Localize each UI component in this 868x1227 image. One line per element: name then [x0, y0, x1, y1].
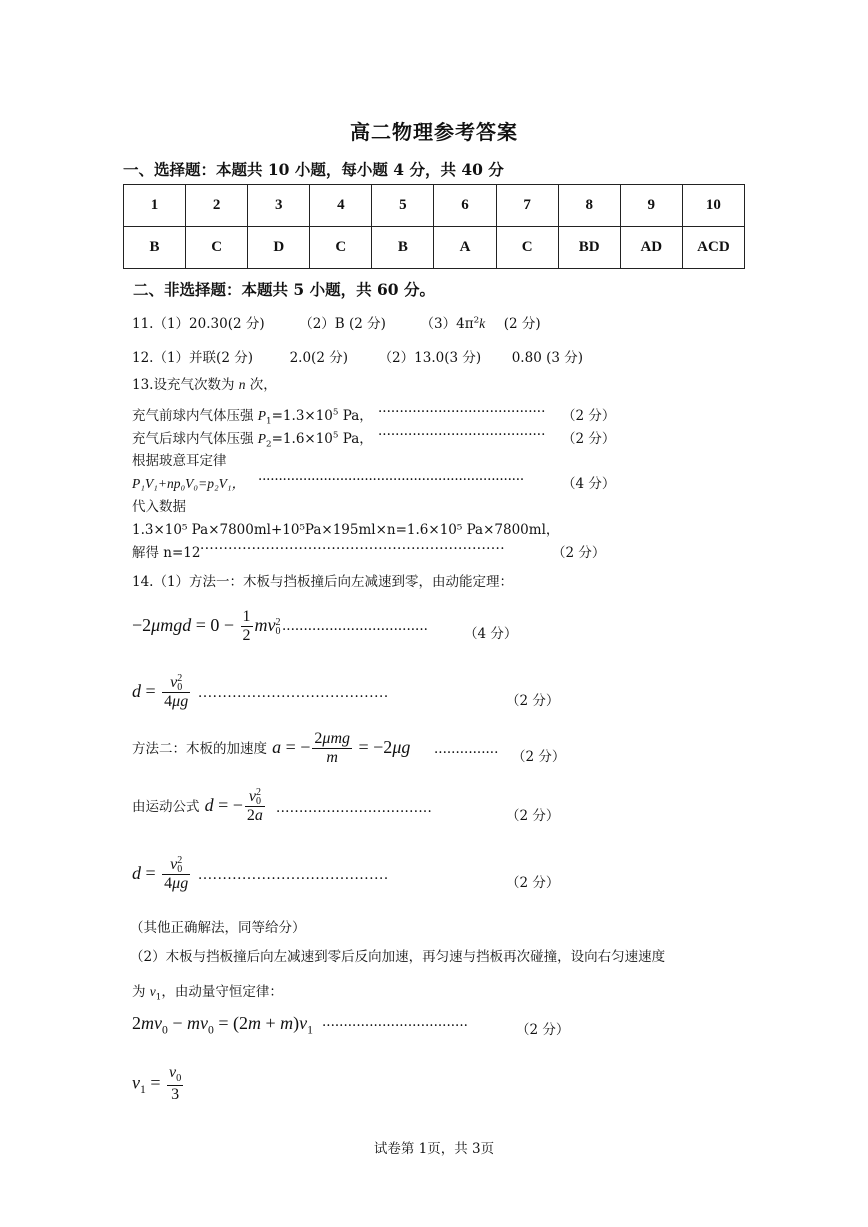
q14-kinematic-label: 由运动公式	[132, 799, 200, 816]
q14-distance-equation-1: d = v 2 0 4μg	[132, 673, 189, 711]
page-footer: 试卷第 1页，共 3页	[373, 1141, 495, 1157]
q13-result-score: （2 分）	[552, 545, 606, 561]
q13-line2-dots: ·······································	[378, 427, 546, 443]
q14-method2-score: （2 分）	[512, 749, 566, 765]
q14-eq3-score: （2 分）	[506, 875, 560, 891]
question-number: 4	[310, 185, 372, 227]
answer-cell: C	[186, 227, 248, 269]
question-number: 8	[558, 185, 620, 227]
question-number: 9	[620, 185, 682, 227]
q13-equation-dots: ·································································	[258, 472, 524, 488]
q13-line1: 充气前球内气体压强 $P_1=1.3\times 10^5$ Pa，	[132, 407, 373, 427]
q14-kinematic-score: （2 分）	[506, 808, 560, 824]
q14-method2-dots: ···············	[434, 745, 499, 761]
question-number: 1	[124, 185, 186, 227]
q14-note: （其他正确解法，同等给分）	[130, 920, 306, 936]
q13-line1-dots: ·······································	[378, 404, 546, 420]
answer-cell: AD	[620, 227, 682, 269]
q13-line2: 充气后球内气体压强 $P_2=1.6\times 10^5$ Pa，	[132, 430, 373, 450]
q14-momentum-dots: ··································	[322, 1018, 468, 1034]
q11-part3-score: (2 分)	[503, 316, 541, 332]
answer-cell: B	[372, 227, 434, 269]
q14-kinematic-line: 由运动公式 d = − v 2 0 2a	[132, 787, 263, 825]
q11-line	[132, 312, 541, 332]
q14-distance-equation-2: d = v 2 0 4μg	[132, 855, 189, 893]
answer-cell: B	[124, 227, 186, 269]
answer-cell: A	[434, 227, 496, 269]
q14-eq2-dots: ·······································	[198, 689, 389, 705]
answer-table-header-row	[124, 185, 745, 227]
question-number: 5	[372, 185, 434, 227]
q11-part1: 11.（1）20.30(2 分)	[132, 316, 265, 332]
q11-part3: $(3)4\pi^2k$	[420, 315, 486, 332]
question-number: 2	[186, 185, 248, 227]
question-number: 7	[496, 185, 558, 227]
q14-method2-label: 方法二：木板的加速度	[132, 741, 267, 758]
q14-part2-line2: 为 $v_1$，由动量守恒定律：	[132, 984, 283, 1003]
q13-calculation: 1.3×10⁵ Pa×7800ml+10⁵Pa×195ml×n=1.6×10⁵ Pa×7800ml，	[132, 522, 560, 538]
q12-line	[132, 346, 583, 366]
section2-heading: 二、非选择题：本题共 5 小题，共 60 分。	[133, 280, 435, 299]
q13-law: 根据玻意耳定律	[132, 453, 227, 469]
answer-table	[123, 184, 745, 269]
q14-momentum-equation: $2mv_0 - mv_0 = (2m + m)v_1$	[132, 1013, 313, 1037]
q12-part4: 0.80 (3 分)	[511, 350, 583, 366]
question-number: 3	[248, 185, 310, 227]
q12-part2: 2.0(2 分)	[289, 350, 348, 366]
q14-eq3-dots: ·······································	[198, 871, 389, 887]
question-number: 6	[434, 185, 496, 227]
q14-eq2-score: （2 分）	[506, 693, 560, 709]
answer-cell: ACD	[682, 227, 744, 269]
q14-eq1-score: （4 分）	[464, 626, 518, 642]
q14-part1-intro: 14.（1）方法一：木板与挡板撞后向左减速到零，由动能定理：	[132, 574, 514, 590]
q14-method2-line: 方法二：木板的加速度 a = − $\frac{\text{2μmg}}{m}$ = −2μg	[132, 730, 411, 767]
answer-cell: BD	[558, 227, 620, 269]
answer-cell: C	[310, 227, 372, 269]
answer-table-answer-row	[124, 227, 745, 269]
page-title: 高二物理参考答案	[350, 120, 518, 144]
q14-velocity-equation: $v_1$ = $\frac{v_0}{3}$	[132, 1064, 182, 1104]
q13-equation-score: （4 分）	[562, 476, 616, 492]
q13-result: 解得 n=12	[132, 545, 201, 561]
q12-part3: （2）13.0(3 分)	[378, 350, 482, 366]
q14-energy-equation: −2μmgd = 0 − $\frac{1}{2}$ mv 2 0	[132, 608, 281, 645]
q13-substitute-label: 代入数据	[132, 499, 186, 515]
q13-equation: P₁V₁+np₀V₀=p₂V₁，	[132, 476, 246, 491]
q14-kinematic-dots: ··································	[276, 804, 433, 820]
answer-cell: D	[248, 227, 310, 269]
q12-part1: 12.（1）并联(2 分)	[132, 350, 253, 366]
q13-result-dots: ·································································	[200, 541, 505, 557]
q14-momentum-score: （2 分）	[516, 1022, 570, 1038]
question-number: 10	[682, 185, 744, 227]
q14-part2-line1: （2）木板与挡板撞后向左减速到零后反向加速，再匀速与挡板再次碰撞，设向右匀速速度	[130, 949, 666, 965]
q13-line2-score: （2 分）	[562, 431, 616, 447]
answer-cell: C	[496, 227, 558, 269]
q13-intro: 13.设充气次数为 n 次，	[132, 377, 277, 393]
q14-eq1-dots: ··································	[282, 622, 428, 638]
q13-line1-score: （2 分）	[562, 408, 616, 424]
section1-heading: 一、选择题：本题共 10 小题，每小题 4 分，共 40 分	[123, 160, 504, 179]
q11-part2: （2）B (2 分)	[299, 316, 386, 332]
